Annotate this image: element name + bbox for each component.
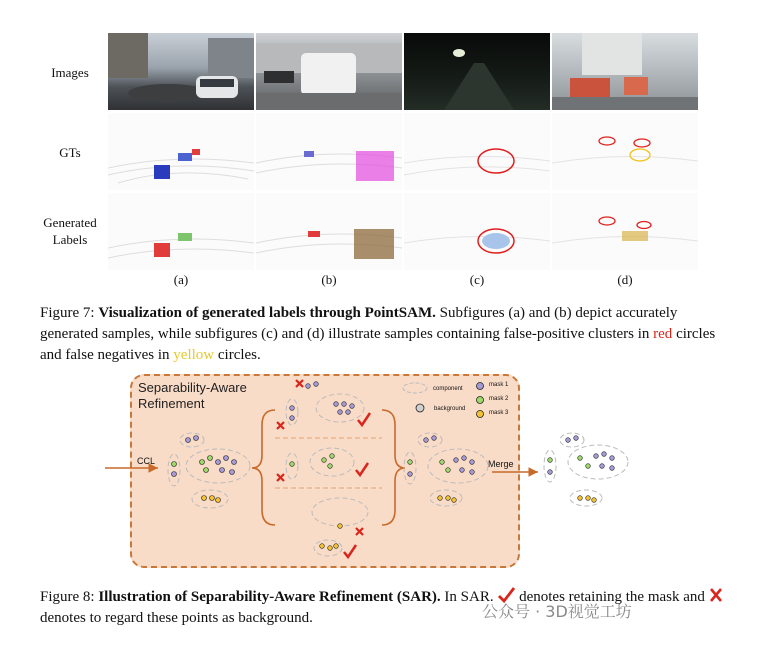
- image-a: [108, 33, 254, 110]
- check-mark-1: [358, 413, 370, 425]
- refine-1-points: [290, 382, 355, 421]
- merged-main: [428, 449, 488, 483]
- right-brace: [382, 410, 405, 525]
- x-mark-1: [296, 380, 303, 387]
- component-left-top: [180, 433, 204, 447]
- gen-b: [256, 193, 402, 270]
- x-mark-4: [356, 528, 363, 535]
- fig8-caption-part3: denotes to regard these points as background.: [40, 610, 313, 626]
- legend-background-dot: [416, 404, 424, 412]
- merged-small: [404, 452, 416, 484]
- component-left-small: [168, 454, 180, 486]
- fig8-caption-part1: In SAR.: [444, 589, 494, 605]
- legend-mask3: mask 3: [489, 410, 509, 416]
- gt-c-cloud: [404, 113, 550, 190]
- gen-a: [108, 193, 254, 270]
- gen-d: [552, 193, 698, 270]
- image-c-art: [404, 33, 550, 110]
- refine-1-small: [286, 399, 298, 425]
- gt-a-cloud: [108, 113, 254, 190]
- merged-points: [408, 436, 475, 503]
- final-small: [544, 450, 556, 482]
- gt-b-cloud: [256, 113, 402, 190]
- refine-2-main: [310, 448, 354, 476]
- gen-d-cloud: [552, 193, 698, 270]
- cross-icon: [709, 587, 723, 603]
- refine-1-main: [316, 394, 364, 422]
- fig7-caption-part1: Subfigures (a) and (b) depict accurately generated samples, while subfigures (c) and (d) illustrate samples containing false-positive clusters in: [40, 305, 678, 342]
- left-brace: [252, 410, 275, 525]
- merged-top: [418, 433, 442, 447]
- sar-title-line1: Separability-Aware: [138, 380, 247, 395]
- fig7-caption-prefix: Figure 7:: [40, 305, 95, 321]
- sar-diagram: [100, 370, 660, 570]
- x-mark-2: [277, 422, 284, 429]
- final-points: [548, 436, 615, 503]
- image-d-art: [552, 33, 698, 110]
- final-main: [568, 445, 628, 479]
- image-d: [552, 33, 698, 110]
- legend-mask2-dot: [477, 397, 484, 404]
- image-b-art: [256, 33, 402, 110]
- sub-label-a: (a): [173, 272, 189, 287]
- fig7-caption-part2: circles and false negatives in: [40, 326, 716, 363]
- component-left-main: [186, 449, 250, 483]
- gt-d: [552, 113, 698, 190]
- fig7-caption-red-word: red: [653, 326, 673, 342]
- refine-3-points: [320, 524, 343, 551]
- legend-background: background: [434, 406, 466, 412]
- gt-d-cloud: [552, 113, 698, 190]
- left-points: [172, 436, 237, 503]
- fig8-caption-prefix: Figure 8:: [40, 589, 95, 605]
- figure7-caption: [40, 303, 720, 366]
- row-label-generated-text: Generated Labels: [43, 215, 97, 247]
- gt-b: [256, 113, 402, 190]
- fig8-caption-title: Illustration of Separability-Aware Refinement (SAR).: [98, 589, 441, 605]
- watermark: 公众号 · 3D视觉工坊: [482, 602, 632, 621]
- image-b: [256, 33, 402, 110]
- check-mark-3: [344, 545, 356, 557]
- legend-mask2: mask 2: [489, 396, 509, 402]
- final-top: [560, 433, 584, 447]
- sub-label-d: (d): [617, 272, 633, 287]
- legend-component: component: [433, 386, 463, 392]
- fig7-caption-yellow-word: yellow: [173, 347, 215, 363]
- gen-c: [404, 193, 550, 270]
- fig8-caption-part2: denotes retaining the mask and: [519, 589, 705, 605]
- legend-mask1: mask 1: [489, 382, 509, 388]
- fig7-caption-part3: circles.: [217, 347, 261, 363]
- fig7-caption-title: Visualization of generated labels through PointSAM.: [98, 305, 436, 321]
- ccl-label: CCL: [137, 456, 156, 466]
- check-mark-2: [356, 463, 368, 475]
- gen-b-cloud: [256, 193, 402, 270]
- sar-title-line2: Refinement: [138, 396, 205, 411]
- gt-a: [108, 113, 254, 190]
- gen-c-cloud: [404, 193, 550, 270]
- gt-c: [404, 113, 550, 190]
- row-label-gts: GTs: [59, 145, 81, 160]
- refine-2-points: [290, 454, 335, 469]
- image-a-art: [108, 33, 254, 110]
- row-label-images: Images: [51, 65, 89, 80]
- legend-component-shape: [403, 383, 427, 393]
- sub-label-c: (c): [469, 272, 485, 287]
- row-label-generated: [25, 214, 115, 248]
- legend-mask1-dot: [477, 383, 484, 390]
- gen-a-cloud: [108, 193, 254, 270]
- refine-3-main: [312, 498, 368, 526]
- merge-label: Merge: [488, 459, 514, 469]
- sub-label-b: (b): [321, 272, 337, 287]
- image-c: [404, 33, 550, 110]
- x-mark-3: [277, 474, 284, 481]
- legend-mask3-dot: [477, 411, 484, 418]
